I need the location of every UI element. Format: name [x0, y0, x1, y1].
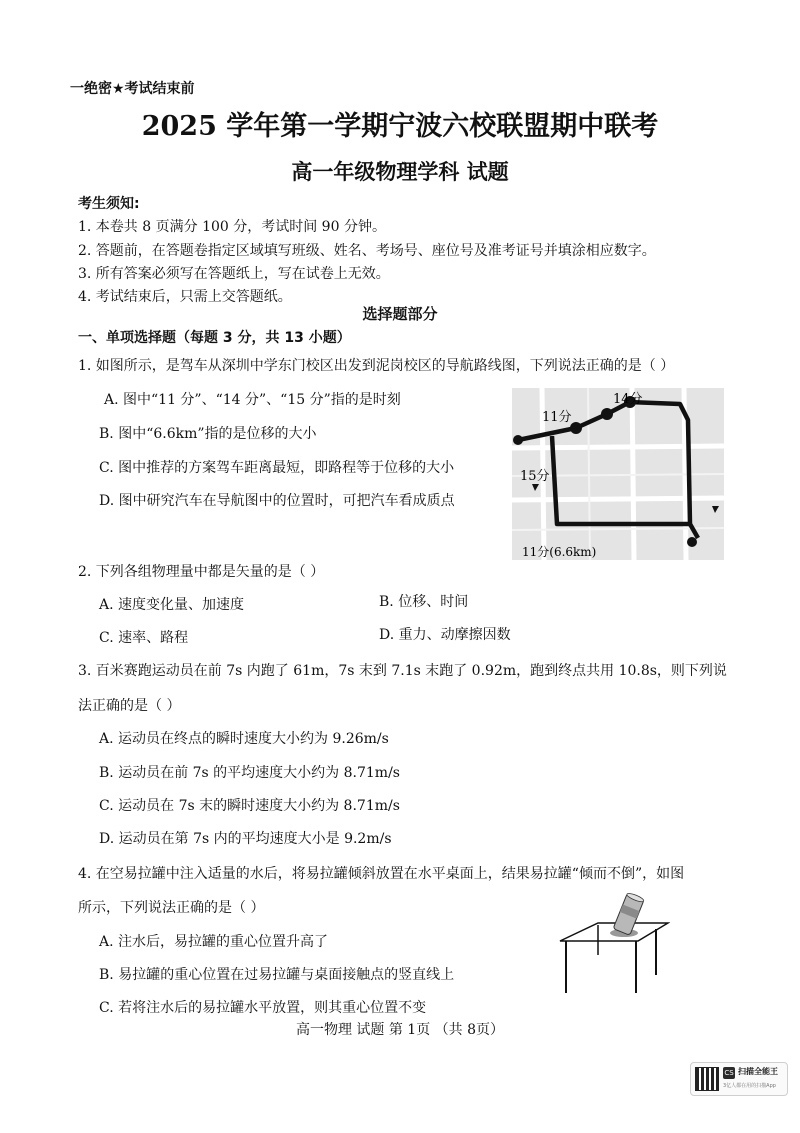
question-2-option-a: A. 速度变化量、加速度 [99, 597, 245, 613]
question-4-option-b: B. 易拉罐的重心位置在过易拉罐与桌面接触点的竖直线上 [99, 967, 455, 983]
map-label-15min: 15分 [520, 469, 550, 484]
tilted-can-on-table-figure [558, 893, 670, 999]
question-4-stem: 4. 在空易拉罐中注入适量的水后，将易拉罐倾斜放置在水平桌面上，结果易拉罐“倾而不倒”，如图 [78, 866, 685, 882]
page-footer: 高一物理 试题 第 1页 （共 8页） [295, 1022, 505, 1038]
confidential-label: 一绝密★考试结束前 [70, 81, 195, 97]
question-2-option-c: C. 速率、路程 [99, 630, 189, 646]
notice-item: 4. 考试结束后，只需上交答题纸。 [78, 289, 292, 305]
exam-title: 2025 学年第一学期宁波六校联盟期中联考 [141, 111, 659, 142]
notice-item: 1. 本卷共 8 页满分 100 分，考试时间 90 分钟。 [78, 219, 386, 235]
question-4-option-c: C. 若将注水后的易拉罐水平放置，则其重心位置不变 [99, 1000, 427, 1016]
notice-item: 3. 所有答案必须写在答题纸上，写在试卷上无效。 [78, 266, 390, 282]
question-3-option-c: C. 运动员在 7s 末的瞬时速度大小约为 8.71m/s [99, 798, 400, 814]
qr-code-icon [695, 1067, 719, 1091]
map-label-14min: 14分 [613, 392, 643, 407]
question-1-stem: 1. 如图所示，是驾车从深圳中学东门校区出发到泥岗校区的导航路线图，下列说法正确的是（ ） [78, 358, 675, 374]
scanner-watermark-badge [690, 1062, 788, 1096]
notice-item: 2. 答题前，在答题卷指定区域填写班级、姓名、考场号、座位号及准考证号并填涂相应数字。 [78, 243, 656, 259]
question-4-option-a: A. 注水后，易拉罐的重心位置升高了 [99, 934, 329, 950]
map-label-11min: 11分 [542, 410, 572, 425]
question-2-option-b: B. 位移、时间 [379, 594, 469, 610]
question-3-option-b: B. 运动员在前 7s 的平均速度大小约为 8.71m/s [99, 765, 400, 781]
navigation-route-map [512, 388, 724, 560]
question-1-option-c: C. 图中推荐的方案驾车距离最短，即路程等于位移的大小 [99, 460, 455, 476]
notice-heading: 考生须知: [78, 196, 140, 212]
map-label-distance: 11分(6.6km) [522, 545, 597, 559]
part-title: 一、单项选择题（每题 3 分，共 13 小题） [78, 330, 351, 346]
question-2-stem: 2. 下列各组物理量中都是矢量的是（ ） [78, 564, 325, 580]
scanner-name: 扫描全能王 [738, 1067, 778, 1076]
question-3-option-d: D. 运动员在第 7s 内的平均速度大小是 9.2m/s [99, 831, 392, 847]
question-1-option-a: A. 图中“11 分”、“14 分”、“15 分”指的是时刻 [104, 392, 401, 408]
question-1-option-d: D. 图中研究汽车在导航图中的位置时，可把汽车看成质点 [99, 493, 455, 509]
camscanner-logo-icon: CS [724, 1069, 734, 1077]
question-3-option-a: A. 运动员在终点的瞬时速度大小约为 9.26m/s [99, 731, 389, 747]
scanner-tagline: 3亿人都在用的扫描App [723, 1083, 776, 1089]
exam-subtitle: 高一年级物理学科 试题 [291, 160, 509, 184]
question-2-option-d: D. 重力、动摩擦因数 [379, 627, 511, 643]
question-4-stem-cont: 所示，下列说法正确的是（ ） [78, 900, 265, 916]
section-title: 选择题部分 [362, 305, 438, 323]
question-1-option-b: B. 图中“6.6km”指的是位移的大小 [99, 426, 317, 442]
question-3-stem-cont: 法正确的是（ ） [78, 698, 181, 714]
question-3-stem: 3. 百米赛跑运动员在前 7s 内跑了 61m，7s 末到 7.1s 末跑了 0.92m，跑到终点共用 10.8s，则下列说 [78, 663, 727, 679]
